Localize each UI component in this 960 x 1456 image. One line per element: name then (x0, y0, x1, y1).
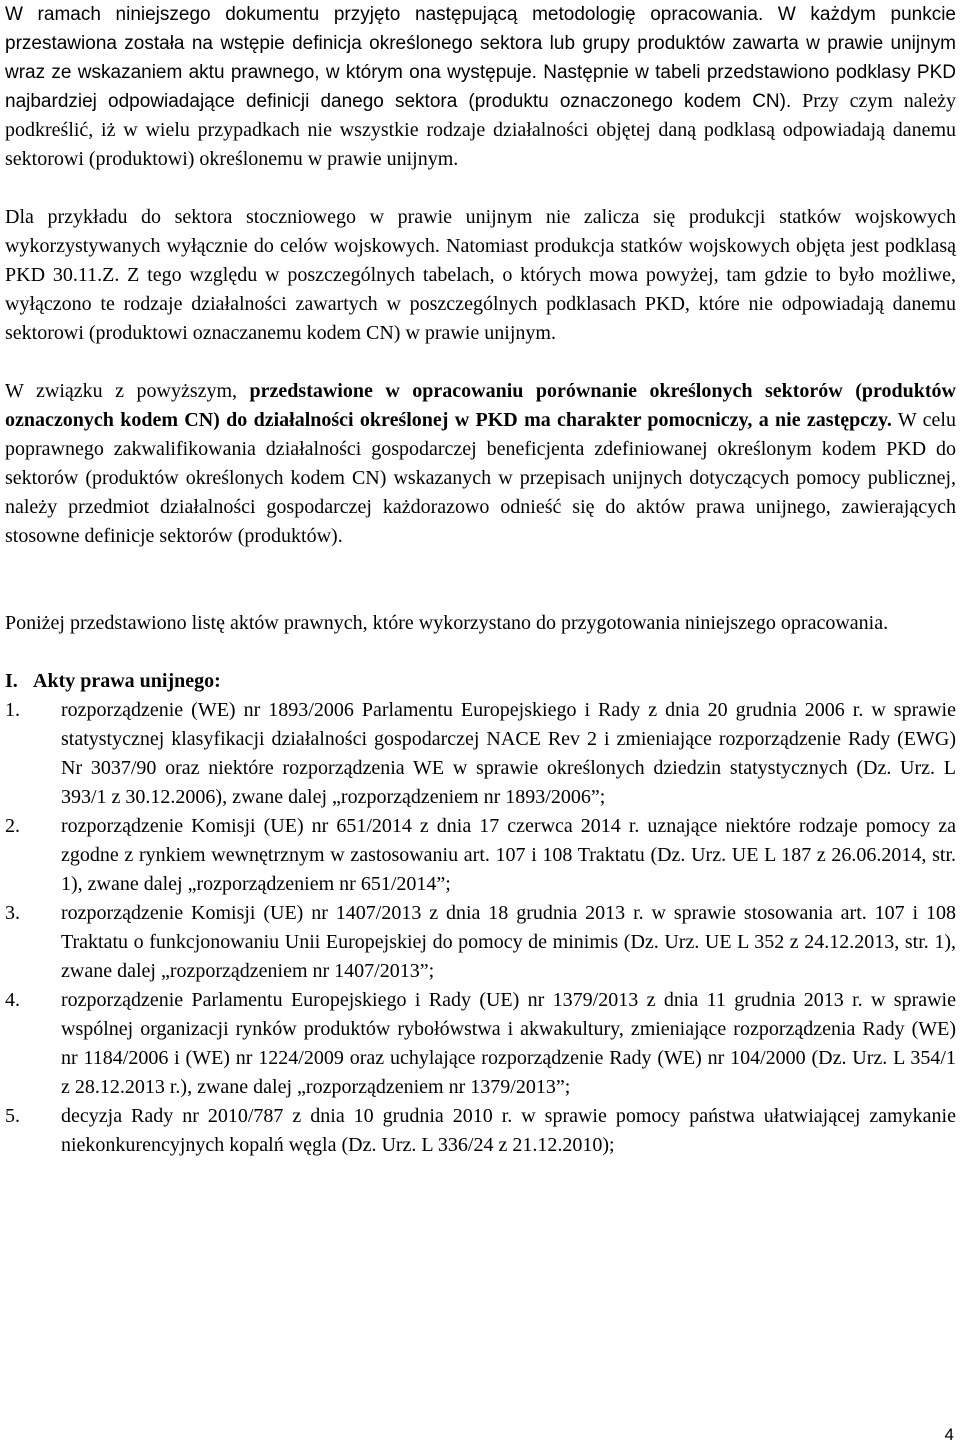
page-number: 4 (944, 1425, 954, 1444)
example-text: Dla przykładu do sektora stoczniowego w prawie unijnym nie zalicza się produkcji statków wojskowych wykorzystywanych wyłącznie do celów wojskowych. (5, 206, 956, 257)
acts-list (5, 696, 956, 1160)
paragraph-acts-intro (5, 609, 956, 638)
methodology-text: W ramach niniejszego dokumentu przyjęto następującą metodologię opracowania. W każdym punkcie przestawiona została na wstępie definicja określonego sektora lub grupy produktów zawarta w prawie unijnym wraz ze wskazaniem aktu prawnego, w którym ona występuje. Następnie w tabeli przedstawiono podklasy PKD najbardziej odpowiadające definicji danego sektora (produktu oznaczonego kodem CN). (5, 4, 956, 112)
list-item (5, 899, 956, 986)
list-item-text: rozporządzenie (WE) nr 1893/2006 Parlamentu Europejskiego i Rady z dnia 20 grudnia 2006 r. w sprawie statystycznej klasyfikacji działalności gospodarczej NACE Rev 2 i zmieniające rozporządzenie Rady (EWG) Nr 3037/90 oraz niektóre rozporządzenia WE w sprawie określonych dziedzin statystycznych (Dz. Urz. L 393/1 z 30.12.2006), zwane dalej „rozporządzeniem nr 1893/2006”; (61, 699, 956, 808)
acts-intro-text: Poniżej przedstawiono listę aktów prawnych, które wykorzystano do przygotowania niniejszego opracowania. (5, 612, 889, 634)
section-title: Akty prawa unijnego: (33, 670, 221, 692)
paragraph-methodology (5, 0, 956, 174)
list-item (5, 1102, 956, 1160)
conclusion-lead-text: W związku z powyższym, (5, 380, 250, 402)
example-exclusion-text: Z tego względu w poszczególnych tabelach, o których mowa powyżej, tam gdzie to było możliwe, wyłączono te rodzaje działalności zawartych w poszczególnych podklasach PKD, które nie odpowiadają danemu sektorowi (produktowi oznaczanemu kodem CN) w prawie unijnym. (5, 264, 957, 344)
conclusion-rest-text: W celu poprawnego zakwalifikowania działalności gospodarczej beneficjenta zdefiniowanej określonym kodem PKD do sektorów (produktów określonych kodem CN) wskazanych w przepisach unijnych dotyczących pomocy publicznej, należy przedmiot działalności gospodarczej każdorazowo odnieść się do aktów prawa unijnego, zawierających stosowne definicje sektorów (produktów). (5, 409, 956, 547)
list-item-number: 4. (5, 989, 20, 1011)
list-item-number: 5. (5, 1105, 20, 1127)
list-item (5, 986, 956, 1102)
methodology-note-text: Przy czym należy podkreślić, iż w wielu przypadkach nie wszystkie rodzaje działalności objętej daną podklasą odpowiadają danemu sektorowi (produktowi) określonemu w prawie unijnym. (5, 90, 956, 170)
list-item-text: decyzja Rady nr 2010/787 z dnia 10 grudnia 2010 r. w sprawie pomocy państwa ułatwiającej zamykanie niekonkurencyjnych kopalń węgla (Dz. Urz. L 336/24 z 21.12.2010); (61, 1105, 956, 1156)
paragraph-conclusion (5, 377, 956, 551)
list-item (5, 812, 956, 899)
list-item-number: 3. (5, 902, 20, 924)
list-item (5, 696, 956, 812)
paragraph-example (5, 203, 956, 348)
document-page (5, 0, 956, 1160)
conclusion-bold-text: przedstawione w opracowaniu porównanie określonych sektorów (produktów oznaczonych kodem CN) do działalności określonej w PKD ma charakter pomocniczy, a nie zastępczy. (5, 380, 956, 431)
list-item-text: rozporządzenie Komisji (UE) nr 1407/2013 z dnia 18 grudnia 2013 r. w sprawie stosowania art. 107 i 108 Traktatu o funkcjonowaniu Unii Europejskiej do pomocy de minimis (Dz. Urz. UE L 352 z 24.12.2013, str. 1), zwane dalej „rozporządzeniem nr 1407/2013”; (61, 902, 956, 982)
list-item-text: rozporządzenie Parlamentu Europejskiego i Rady (UE) nr 1379/2013 z dnia 11 grudnia 2013 r. w sprawie wspólnej organizacji rynków produktów rybołówstwa i akwakultury, zmieniające rozporządzenia Rady (WE) nr 1184/2006 i (WE) nr 1224/2009 oraz uchylające rozporządzenie Rady (WE) nr 104/2000 (Dz. Urz. L 354/1 z 28.12.2013 r.), zwane dalej „rozporządzeniem nr 1379/2013”; (61, 989, 956, 1098)
section-heading (5, 667, 956, 696)
list-item-number: 2. (5, 815, 20, 837)
example-military-text: Natomiast produkcja statków wojskowych objęta jest podklasą PKD 30.11.Z. (5, 235, 956, 286)
section-number: I. (5, 670, 18, 692)
list-item-text: rozporządzenie Komisji (UE) nr 651/2014 z dnia 17 czerwca 2014 r. uznające niektóre rodzaje pomocy za zgodne z rynkiem wewnętrznym w zastosowaniu art. 107 i 108 Traktatu (Dz. Urz. UE L 187 z 26.06.2014, str. 1), zwane dalej „rozporządzeniem nr 651/2014”; (61, 815, 956, 895)
list-item-number: 1. (5, 699, 20, 721)
